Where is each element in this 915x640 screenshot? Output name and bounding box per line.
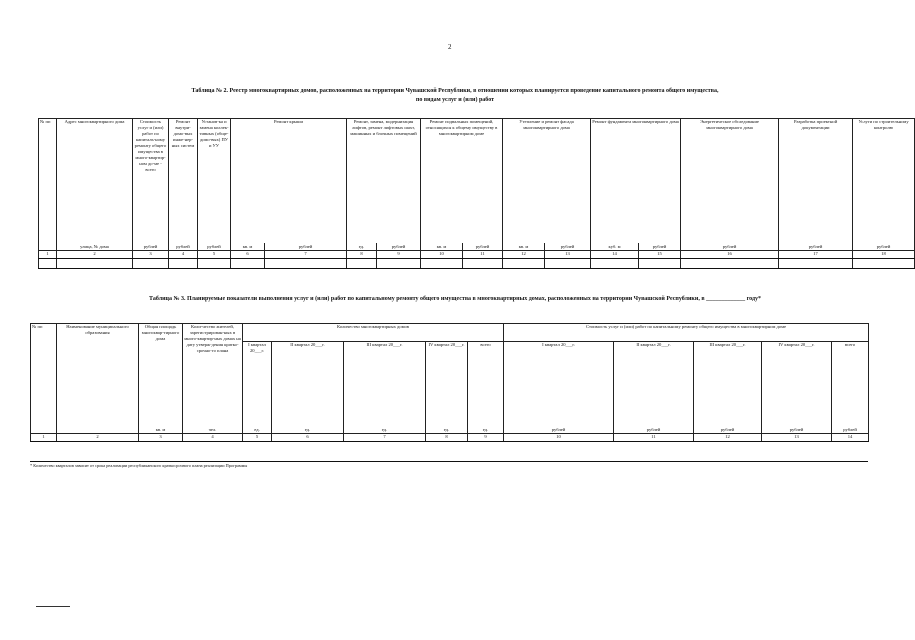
table3-col-number: 8 [426,434,468,442]
table3-header-total: всего [468,342,504,426]
table3-col-number: 12 [694,434,762,442]
table3-unit: кв. м [139,426,183,434]
table2-empty-row [39,259,915,269]
table3-unit: рублей [614,426,694,434]
table2-registry [38,118,915,269]
table2-empty-cell [463,259,503,269]
table3-header-cost-q3: III квартал 20___г. [694,342,762,426]
table2-header-basement: Ремонт подвальных помещений, относящихся к общему имуществу в многоквартирном доме [421,119,503,243]
table3-col-number: 6 [272,434,344,442]
table2-header-meters: Установ-ка и замена коллек-тивных (обще-домо-вых) ПУ и УУ [198,119,231,243]
table2-unit: рублей [853,243,915,251]
table2-col-number: 14 [591,251,639,259]
table2-unit: кв. м [421,243,463,251]
table2-unit: кв. м [231,243,265,251]
table2-header-lifts: Ремонт, замена, модернизация лифтов, ремонт лифтовых шахт, машинных и блочных помещений [347,119,421,243]
table3-header-q2: II квартал 20___г. [272,342,344,426]
table3-indicators [30,323,869,442]
table3-header-cost-q2: II квартал 20___г. [614,342,694,426]
table3-unit: рублей [832,426,869,434]
table3-header-municipality: Наименование муниципального образования [57,324,139,426]
table2-unit: рублей [377,243,421,251]
table3-header-q4: IV квартал 20___г. [426,342,468,426]
table2-empty-cell [133,259,169,269]
table2-unit [39,243,57,251]
table2-unit: рублей [639,243,681,251]
table2-units-row [39,243,915,251]
table2-empty-cell [39,259,57,269]
table3-unit: рублей [762,426,832,434]
table3-unit: ед. [243,426,272,434]
table2-empty-cell [198,259,231,269]
table2-col-number: 7 [265,251,347,259]
table3-col-number: 7 [344,434,426,442]
table2-numbers-row [39,251,915,259]
table3-header-cost-q4: IV квартал 20___г. [762,342,832,426]
table2-header-engineering: Ремонт внутри-домо-вых инже-нер-ных систем [169,119,198,243]
table2-empty-cell [169,259,198,269]
table2-empty-cell [779,259,853,269]
table3-header-cost: Стоимость услуг и (или) работ по капитальному ремонту общего имущества в многоквартирном доме [504,324,869,342]
table2-col-number: 9 [377,251,421,259]
table3-title: Таблица № 3. Планируемые показатели выполнения услуг и (или) работ по капитальному ремонту общего имущества в многоквартирных домах, расположенных на территории Чувашской Республики, в _____________ году* [149,296,761,302]
table3-header-q3: III квартал 20___г. [344,342,426,426]
table2-header-num: № пп [39,119,57,243]
table2-unit: рублей [169,243,198,251]
table2-col-number: 10 [421,251,463,259]
table3-unit: ед. [272,426,344,434]
table3-col-number: 10 [504,434,614,442]
table2-unit: ед. [347,243,377,251]
table2-unit: рублей [545,243,591,251]
table3-col-number: 3 [139,434,183,442]
table2-col-number: 17 [779,251,853,259]
table3-units-row [31,426,869,434]
table3-unit: ед. [344,426,426,434]
table3-unit: ед. [468,426,504,434]
table3-unit: чел. [183,426,243,434]
table3-header-houses-count: Количество многоквартирных домов [243,324,504,342]
table2-unit: рублей [133,243,169,251]
table2-col-number: 1 [39,251,57,259]
table2-header-total-cost: Стоимость услуг и (или) работ по капиталь-ному ремонту общего имущества в много-квартир-ном до-ме - всего [133,119,169,243]
table2-header-roof: Ремонт крыши [231,119,347,243]
table2-header-address: Адрес многоквартирного дома [57,119,133,243]
table2-col-number: 16 [681,251,779,259]
table3-col-number: 1 [31,434,57,442]
table2-col-number: 6 [231,251,265,259]
table2-col-number: 13 [545,251,591,259]
table3-header-cost-q1: I квартал 20___г. [504,342,614,426]
table2-header-facade: Утепление и ремонт фасада многоквартирного дома [503,119,591,243]
table2-header-supervision: Услуги по строительному контролю [853,119,915,243]
table2-unit: куб. м [591,243,639,251]
table3-bottom-rule [30,461,868,462]
table2-unit: рублей [779,243,853,251]
table3-unit: рублей [694,426,762,434]
table3-col-number: 11 [614,434,694,442]
page-bottom-rule [36,606,70,607]
table2-col-number: 8 [347,251,377,259]
table2-empty-cell [421,259,463,269]
table3-unit [57,426,139,434]
table2-unit: рублей [681,243,779,251]
table3-header-area: Общая площадь многоквар-тирного дома [139,324,183,426]
table3-header-num: № пп [31,324,57,426]
table3-header-q1: I квартал 20___г. [243,342,272,426]
table3-header-cost-total: всего [832,342,869,426]
table3-col-number: 5 [243,434,272,442]
table2-empty-cell [591,259,639,269]
table2-title-line2: по видам услуг и (или) работ [415,97,495,103]
table2-title: Таблица № 2. Реестр многоквартирных домов, расположенных на территории Чувашской Республики, в отношении которых планируется проведение капитального ремонта общего имущества, [191,88,719,94]
table2-unit: рублей [198,243,231,251]
table2-col-number: 2 [57,251,133,259]
table2-unit: рублей [265,243,347,251]
table2-unit: кв. м [503,243,545,251]
table2-empty-cell [231,259,265,269]
table3-unit: ед. [426,426,468,434]
table2-header-foundation: Ремонт фундамента многоквартирного дома [591,119,681,243]
table2-col-number: 15 [639,251,681,259]
table2-empty-cell [853,259,915,269]
table2-empty-cell [347,259,377,269]
table3-unit [31,426,57,434]
table2-col-number: 11 [463,251,503,259]
footnote: * Количество кварталов зависит от срока реализации республиканского краткосрочного плана реализации Программы [30,463,248,468]
table2-empty-cell [545,259,591,269]
table3-col-number: 14 [832,434,869,442]
table3-col-number: 2 [57,434,139,442]
page-number: 2 [448,43,452,51]
table3-numbers-row [31,434,869,442]
table2-col-number: 4 [169,251,198,259]
table3-col-number: 4 [183,434,243,442]
table2-unit: рублей [463,243,503,251]
table2-col-number: 5 [198,251,231,259]
table2-empty-cell [377,259,421,269]
table3-header-residents: Коли-чество жителей, зарегистрирован-ных в много-квартир-ных домах на дату утверж-дения кратко-срочно-го плана [183,324,243,426]
table2-empty-cell [57,259,133,269]
table2-col-number: 12 [503,251,545,259]
table3-col-number: 9 [468,434,504,442]
table2-header-design: Разработка проектной документации [779,119,853,243]
table2-empty-cell [639,259,681,269]
table3-col-number: 13 [762,434,832,442]
table2-empty-cell [265,259,347,269]
table2-col-number: 3 [133,251,169,259]
table2-empty-cell [503,259,545,269]
table3-unit: рублей [504,426,614,434]
table2-unit: улица, № дома [57,243,133,251]
table2-col-number: 18 [853,251,915,259]
table2-empty-cell [681,259,779,269]
table2-header-energy-audit: Энергетическое обследование многоквартирного дома [681,119,779,243]
